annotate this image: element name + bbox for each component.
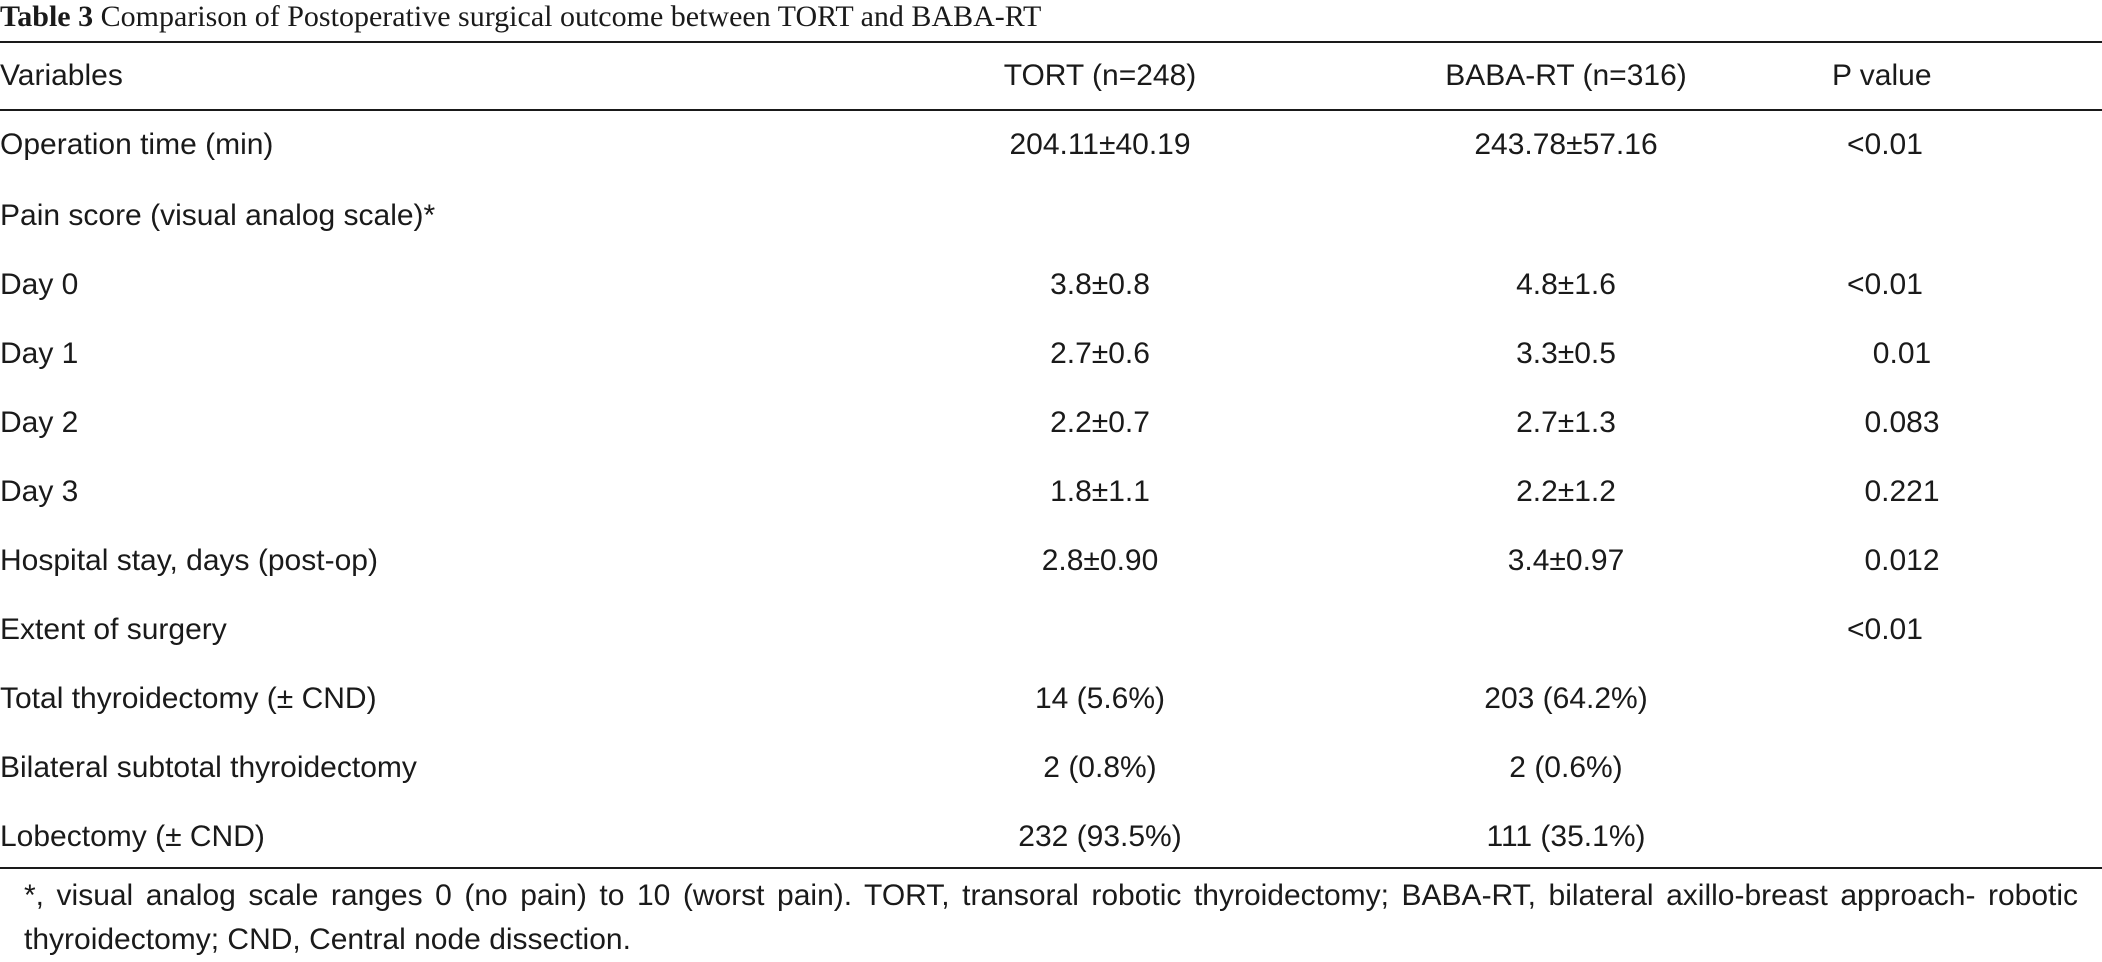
p-value-cell: [1832, 250, 2102, 319]
baba-rt-value: [1300, 595, 1832, 664]
row-label: Day 1: [0, 336, 79, 370]
table-row: [0, 319, 2102, 388]
p-value-cell: [1832, 181, 2102, 250]
p-value-cell: [1832, 595, 2102, 664]
p-value-cell: [1832, 319, 2102, 388]
table-number: Table 3: [0, 0, 94, 33]
tort-value: 14 (5.6%): [1034, 681, 1166, 715]
tort-value: [900, 595, 1300, 664]
p-value: 0.221: [1864, 474, 1940, 508]
table-footnote: *, visual analog scale ranges 0 (no pain) to 10 (worst pain). TORT, transoral robotic thyroidectomy; BABA-RT, bilateral axillo-breast approach- robotic thyroidectomy; CND, Central node dissection.: [24, 879, 2078, 956]
baba-rt-value: 2.2±1.2: [1516, 474, 1616, 508]
row-label: Hospital stay, days (post-op): [0, 543, 378, 577]
tort-value: 2 (0.8%): [1043, 750, 1157, 784]
table-row: [0, 250, 2102, 319]
row-label: Day 0: [0, 267, 79, 301]
header-variables: Variables: [0, 59, 123, 92]
p-value-cell: [1832, 388, 2102, 457]
p-value: <0.01: [1847, 612, 1923, 646]
row-label: Extent of surgery: [0, 612, 227, 646]
row-label: Bilateral subtotal thyroidectomy: [0, 750, 417, 784]
table-row: [0, 802, 2102, 871]
baba-rt-value: 111 (35.1%): [1486, 819, 1646, 853]
tort-value: 2.7±0.6: [1050, 336, 1150, 370]
p-value-cell: [1832, 526, 2102, 595]
p-value-cell: [1832, 109, 2102, 181]
tort-value: 232 (93.5%): [1018, 819, 1182, 853]
table-caption: [0, 0, 1041, 42]
table-row: [0, 181, 2102, 250]
tort-value: 2.2±0.7: [1050, 405, 1150, 439]
baba-rt-value: 203 (64.2%): [1484, 681, 1648, 715]
baba-rt-value: 3.3±0.5: [1516, 336, 1616, 370]
tort-value: 204.11±40.19: [1009, 128, 1191, 161]
p-value-cell: [1832, 664, 2102, 733]
baba-rt-value: 2 (0.6%): [1509, 750, 1623, 784]
baba-rt-value: 2.7±1.3: [1516, 405, 1616, 439]
p-value: <0.01: [1847, 267, 1923, 301]
baba-rt-value: 4.8±1.6: [1516, 267, 1616, 301]
p-value: 0.083: [1864, 405, 1940, 439]
tort-value: 2.8±0.90: [1041, 543, 1159, 577]
row-label: Day 2: [0, 405, 79, 439]
tort-value: 3.8±0.8: [1050, 267, 1150, 301]
row-label: Operation time (min): [0, 128, 274, 161]
header-baba-rt: BABA-RT (n=316): [1445, 59, 1687, 92]
table-row: [0, 388, 2102, 457]
header-p-value: P value: [1832, 59, 1932, 92]
tort-value: [900, 181, 1300, 250]
table-row: [0, 457, 2102, 526]
table-row: [0, 109, 2102, 181]
p-value: 0.01: [1872, 336, 1932, 370]
p-value-cell: [1832, 457, 2102, 526]
tort-value: 1.8±1.1: [1050, 474, 1150, 508]
table-title: Comparison of Postoperative surgical outcome between TORT and BABA-RT: [100, 0, 1042, 33]
p-value: 0.012: [1864, 543, 1940, 577]
baba-rt-value: [1300, 181, 1832, 250]
p-value: <0.01: [1847, 128, 1923, 161]
baba-rt-value: 243.78±57.16: [1474, 128, 1658, 161]
header-tort: TORT (n=248): [1003, 59, 1197, 92]
p-value-cell: [1832, 802, 2102, 871]
p-value-cell: [1832, 733, 2102, 802]
row-label: Lobectomy (± CND): [0, 819, 265, 853]
table-row: [0, 664, 2102, 733]
header-row: [0, 43, 2102, 109]
table-row: [0, 595, 2102, 664]
row-label: Total thyroidectomy (± CND): [0, 681, 377, 715]
outcome-table: [0, 43, 2102, 871]
row-label: Day 3: [0, 474, 79, 508]
table-row: [0, 733, 2102, 802]
table-row: [0, 526, 2102, 595]
baba-rt-value: 3.4±0.97: [1507, 543, 1625, 577]
row-label: Pain score (visual analog scale)*: [0, 198, 436, 232]
